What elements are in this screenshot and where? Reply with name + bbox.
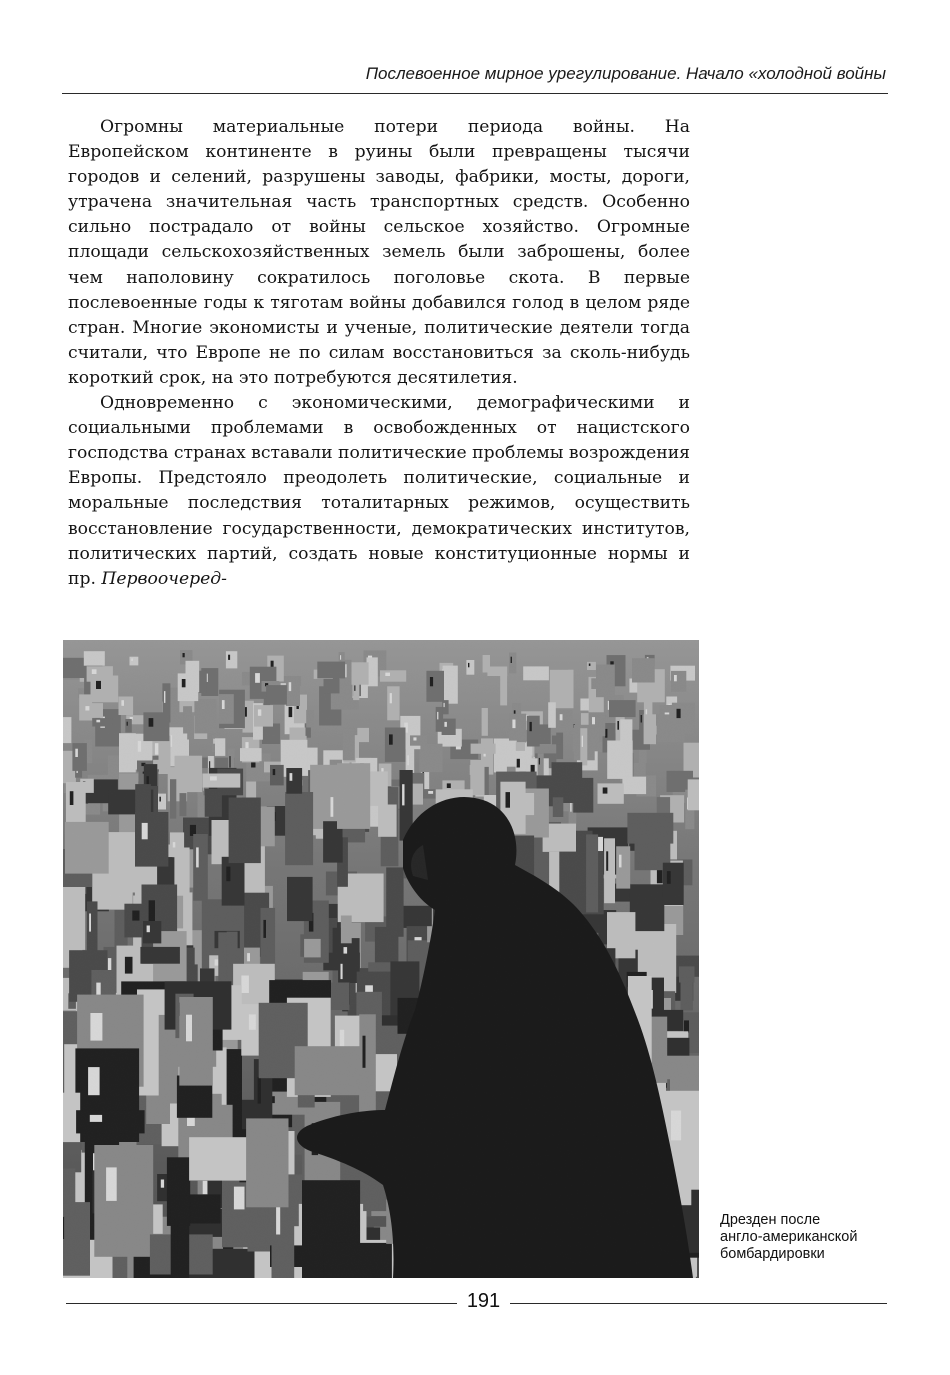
paragraph-1 bbox=[68, 115, 690, 391]
paragraph-2-italic-tail: Первоочеред- bbox=[101, 568, 227, 589]
dresden-ruins-photo bbox=[63, 640, 699, 1278]
caption-line-3: бомбардировки bbox=[720, 1246, 825, 1262]
figure-caption bbox=[720, 1212, 910, 1263]
footer-rule-left bbox=[66, 1303, 457, 1304]
page-number: 191 bbox=[466, 1290, 501, 1312]
caption-line-2: англо-американской bbox=[720, 1229, 858, 1245]
body-text bbox=[68, 115, 690, 592]
photo-grain bbox=[63, 640, 699, 1278]
running-head: Послевоенное мирное урегулирование. Начало «холодной войны bbox=[365, 64, 886, 83]
footer-rule-right bbox=[510, 1303, 887, 1304]
header-rule bbox=[62, 93, 888, 94]
paragraph-2-text: Одновременно с экономическими, демографическими и социальными проблемами в освобожденных от нацистского господства странах вставали политические проблемы возрождения Европы. Предстояло преодолеть политические, социальные и моральные последствия тоталитарных режимов, осуществить восстановление государственности, демократических институтов, политических партий, создать новые конституционные нормы и пр. bbox=[68, 393, 690, 589]
photo-illustration bbox=[63, 640, 699, 1278]
caption-line-1: Дрезден после bbox=[720, 1212, 821, 1228]
paragraph-1-text: Огромны материальные потери периода войны. На Европейском континенте в руины были превращены тысячи городов и селений, разрушены заводы, фабрики, мосты, дороги, утрачена значительная часть транспортных средств. Особенно сильно пострадало от войны сельское хозяйство. Огромные площади сельскохозяйственных земель были заброшены, более чем наполовину сократилось поголовье скота. В первые послевоенные годы к тяготам войны добавился голод в целом ряде стран. Многие экономисты и ученые, политические деятели тогда считали, что Европе не по силам восстановиться за сколь-нибудь короткий срок, на это потребуются десятилетия. bbox=[68, 117, 690, 388]
paragraph-2 bbox=[68, 391, 690, 592]
